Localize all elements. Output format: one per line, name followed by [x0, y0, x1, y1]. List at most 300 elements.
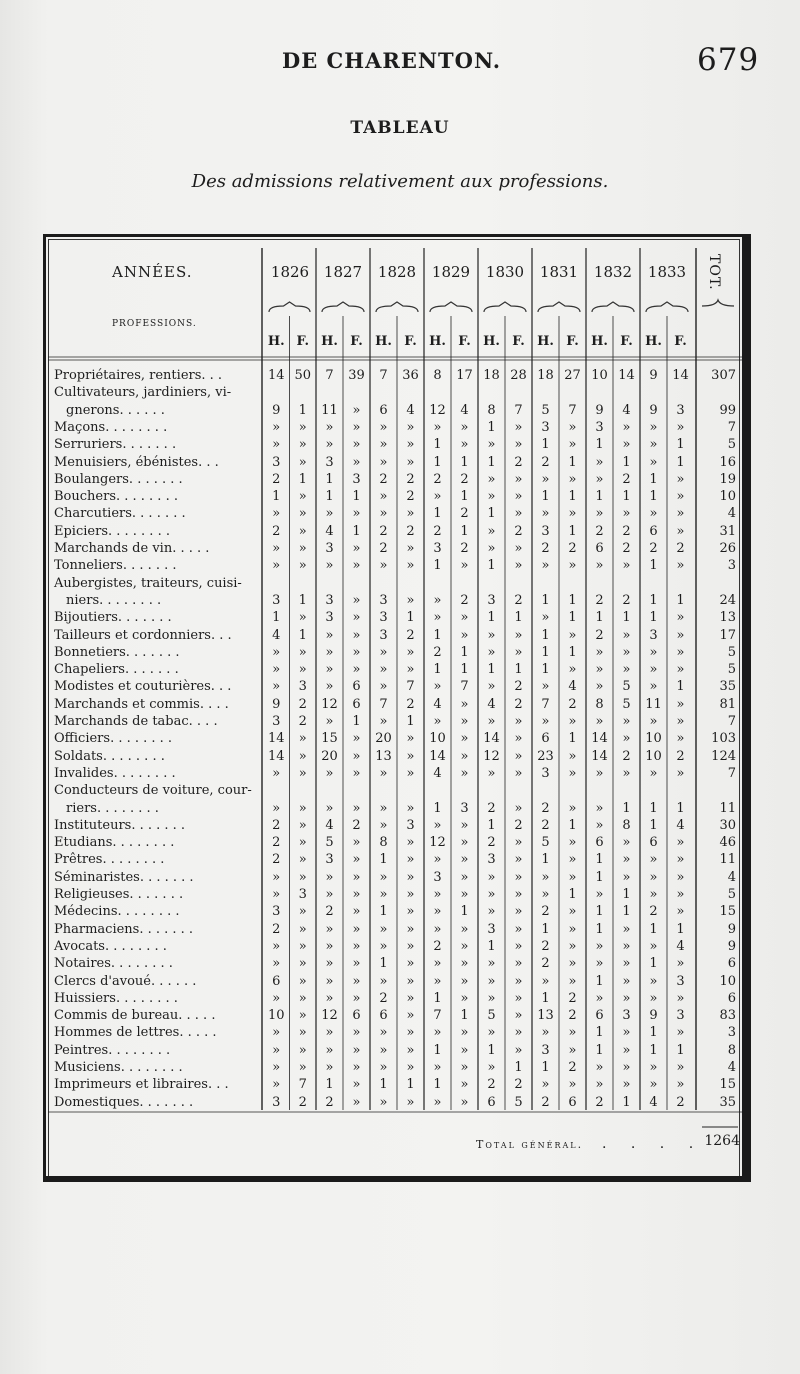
women-count: »: [514, 714, 523, 729]
men-count: 1: [541, 644, 550, 660]
profession-label: Conducteurs de voiture, cour-: [54, 783, 252, 799]
men-count: 1: [649, 1025, 658, 1041]
women-count: »: [352, 402, 361, 418]
women-count: »: [352, 419, 361, 435]
women-count: »: [298, 454, 307, 470]
women-count: »: [514, 1025, 523, 1041]
men-count: 12: [483, 748, 500, 764]
women-count: 1: [460, 904, 469, 920]
profession-label: Bonnetiers. . . . . . .: [54, 644, 180, 660]
row-total: 46: [719, 835, 736, 851]
women-count: »: [298, 748, 307, 764]
men-count: 2: [272, 852, 281, 868]
women-count: »: [406, 1060, 415, 1075]
women-count: »: [514, 869, 523, 885]
women-count: »: [460, 419, 469, 435]
profession-label: Tailleurs et cordonniers. . .: [54, 627, 232, 643]
men-count: 5: [325, 835, 334, 851]
row-total: 35: [719, 1094, 736, 1110]
women-count: »: [406, 437, 415, 453]
profession-label: Menuisiers, ébénistes. . .: [54, 454, 219, 470]
men-count: 3: [541, 419, 550, 435]
women-count: »: [298, 904, 307, 920]
men-count: 9: [272, 402, 281, 418]
men-count: »: [379, 419, 388, 435]
row-total: 10: [719, 489, 736, 505]
women-count: 2: [460, 506, 469, 522]
men-count: 7: [433, 1008, 442, 1024]
profession-label: Instituteurs. . . . . . .: [54, 817, 186, 833]
men-count: 14: [267, 748, 285, 764]
women-count: »: [568, 506, 577, 522]
women-count: »: [568, 869, 577, 885]
women-count: »: [514, 506, 523, 522]
women-count: 3: [676, 402, 685, 418]
women-count: 2: [514, 817, 523, 833]
men-count: »: [379, 869, 388, 885]
women-count: 4: [676, 938, 685, 954]
men-count: »: [272, 800, 281, 816]
men-count: 1: [541, 662, 550, 678]
women-count: 2: [676, 748, 685, 764]
profession-label: Maçons. . . . . . . .: [54, 419, 168, 435]
men-count: »: [595, 887, 604, 902]
row-total: 5: [727, 662, 736, 678]
women-count: »: [460, 696, 469, 712]
men-count: 1: [595, 852, 604, 868]
women-count: »: [352, 835, 361, 851]
women-count: 2: [460, 592, 469, 608]
profession-label: Imprimeurs et libraires. . .: [54, 1077, 229, 1093]
row-total: 13: [719, 610, 736, 626]
profession-label: Musiciens. . . . . . . .: [54, 1060, 183, 1075]
men-count: »: [325, 506, 334, 522]
women-count: »: [298, 869, 307, 885]
profession-label: Marchands de tabac. . . .: [54, 714, 218, 729]
men-count: 7: [541, 696, 550, 712]
men-count: 1: [541, 921, 550, 937]
men-count: 1: [595, 437, 604, 453]
women-column-label: F.: [674, 334, 687, 349]
women-column-label: F.: [566, 334, 579, 349]
women-count: 14: [672, 368, 689, 383]
men-column-label: H.: [591, 334, 608, 349]
women-count: »: [460, 973, 469, 989]
men-count: 2: [541, 541, 550, 556]
women-column-label: F.: [620, 334, 633, 349]
women-count: »: [406, 956, 415, 972]
profession-label: Notaires. . . . . . . .: [54, 956, 173, 972]
women-count: »: [622, 627, 631, 643]
women-count: »: [568, 437, 577, 453]
women-count: »: [622, 662, 631, 678]
row-total: 4: [727, 1060, 736, 1075]
men-count: »: [433, 956, 442, 972]
women-count: 1: [676, 679, 685, 695]
profession-label: Modistes et couturières. . .: [54, 679, 232, 695]
women-count: 2: [514, 592, 523, 608]
women-count: »: [460, 817, 469, 833]
men-count: »: [649, 765, 658, 781]
women-count: »: [676, 1025, 685, 1041]
women-count: »: [514, 956, 523, 972]
women-count: 1: [298, 592, 307, 608]
men-count: 10: [645, 731, 662, 747]
women-count: »: [298, 610, 307, 626]
women-count: 1: [676, 454, 685, 470]
men-count: 2: [433, 938, 442, 954]
men-count: 2: [595, 1094, 604, 1110]
men-count: 1: [541, 627, 550, 643]
men-count: »: [595, 714, 604, 729]
men-count: 3: [541, 765, 550, 781]
women-count: »: [406, 592, 415, 608]
men-count: 14: [483, 731, 500, 747]
women-count: »: [676, 696, 685, 712]
women-count: »: [622, 765, 631, 781]
men-count: »: [595, 817, 604, 833]
men-count: »: [379, 454, 388, 470]
men-count: »: [325, 1025, 334, 1041]
men-count: 3: [649, 627, 658, 643]
years-header: ANNÉES.: [112, 263, 193, 281]
women-count: »: [676, 627, 685, 643]
row-total: 15: [719, 904, 736, 920]
women-count: »: [298, 973, 307, 989]
women-count: 1: [406, 714, 415, 729]
women-count: 2: [352, 817, 361, 833]
women-count: »: [568, 800, 577, 816]
women-count: »: [622, 921, 631, 937]
men-count: »: [433, 887, 442, 902]
men-count: 1: [433, 627, 442, 643]
year-label-1832: 1832: [593, 263, 633, 281]
men-count: 4: [272, 627, 281, 643]
women-count: »: [568, 419, 577, 435]
grand-total-value: 1264: [704, 1133, 740, 1149]
men-count: 6: [649, 835, 658, 851]
women-count: 3: [622, 1008, 631, 1024]
men-count: »: [272, 506, 281, 522]
women-count: »: [622, 731, 631, 747]
women-column-label: F.: [458, 334, 471, 349]
women-count: 2: [406, 523, 415, 539]
grand-total-leader-dots: . . . .: [602, 1136, 704, 1152]
year-label-1826: 1826: [270, 263, 310, 281]
men-count: »: [325, 921, 334, 937]
women-count: 1: [622, 610, 631, 626]
women-count: »: [298, 835, 307, 851]
women-count: »: [352, 1042, 361, 1058]
profession-label: Peintres. . . . . . . .: [54, 1042, 171, 1058]
women-count: »: [352, 887, 361, 902]
men-count: »: [487, 541, 496, 556]
men-count: »: [649, 437, 658, 453]
women-count: 1: [568, 731, 577, 747]
table-title: TABLEAU: [350, 118, 450, 138]
men-count: 8: [595, 696, 604, 712]
women-count: 28: [510, 368, 527, 383]
men-count: »: [541, 887, 550, 902]
men-count: »: [649, 1060, 658, 1075]
women-count: 1: [406, 1077, 415, 1093]
men-count: 2: [541, 1094, 550, 1110]
men-count: »: [325, 956, 334, 972]
men-count: »: [272, 679, 281, 695]
men-count: »: [433, 679, 442, 695]
women-count: 2: [298, 714, 307, 729]
women-count: »: [460, 956, 469, 972]
women-count: »: [676, 1060, 685, 1075]
women-count: 2: [622, 523, 631, 539]
women-count: 2: [568, 1008, 577, 1024]
men-count: »: [595, 800, 604, 816]
men-count: 7: [379, 368, 388, 383]
men-count: »: [487, 489, 496, 505]
women-count: 36: [402, 368, 419, 383]
men-count: »: [272, 1025, 281, 1041]
year-brace: [269, 302, 310, 312]
men-count: »: [379, 679, 388, 695]
women-count: »: [352, 904, 361, 920]
men-count: »: [433, 610, 442, 626]
men-count: »: [379, 817, 388, 833]
men-count: »: [325, 437, 334, 453]
row-total: 3: [727, 558, 736, 574]
women-count: »: [676, 1077, 685, 1093]
men-count: 3: [379, 627, 388, 643]
men-count: »: [595, 1077, 604, 1093]
women-count: 2: [514, 1077, 523, 1093]
men-count: 1: [595, 489, 604, 505]
women-count: 1: [622, 1094, 631, 1110]
women-count: 1: [568, 454, 577, 470]
women-count: 1: [298, 627, 307, 643]
women-count: »: [406, 921, 415, 937]
women-count: »: [514, 852, 523, 868]
women-count: 1: [298, 402, 307, 418]
men-count: 6: [595, 835, 604, 851]
women-count: »: [460, 921, 469, 937]
women-count: »: [622, 869, 631, 885]
men-count: 10: [591, 368, 608, 383]
women-count: 7: [406, 679, 415, 695]
men-count: »: [649, 869, 658, 885]
profession-label: gnerons. . . . . .: [66, 402, 165, 418]
women-count: »: [352, 1025, 361, 1041]
men-count: »: [487, 904, 496, 920]
men-count: 12: [321, 696, 338, 712]
profession-label: Avocats. . . . . . . .: [54, 938, 167, 954]
men-count: »: [433, 852, 442, 868]
women-count: 2: [622, 541, 631, 556]
profession-label: Bijoutiers. . . . . . .: [54, 610, 172, 626]
men-count: 2: [595, 627, 604, 643]
women-count: »: [622, 714, 631, 729]
men-count: »: [487, 973, 496, 989]
women-count: »: [568, 1077, 577, 1093]
profession-label: Commis de bureau. . . . .: [54, 1008, 216, 1024]
men-count: 1: [541, 437, 550, 453]
men-count: 1: [433, 558, 442, 574]
men-count: »: [595, 454, 604, 470]
women-count: 3: [406, 817, 415, 833]
men-count: 8: [487, 402, 496, 418]
women-count: »: [298, 990, 307, 1006]
women-count: »: [352, 1077, 361, 1093]
men-count: 6: [595, 1008, 604, 1024]
women-count: 2: [622, 592, 631, 608]
year-brace: [376, 302, 418, 312]
women-count: 1: [568, 817, 577, 833]
men-count: 1: [595, 904, 604, 920]
men-count: »: [649, 714, 658, 729]
row-total: 4: [727, 506, 736, 522]
men-count: »: [487, 1025, 496, 1041]
men-count: »: [541, 714, 550, 729]
women-count: »: [676, 662, 685, 678]
men-count: 1: [433, 1042, 442, 1058]
men-count: »: [433, 1025, 442, 1041]
men-count: 2: [541, 454, 550, 470]
men-count: 3: [325, 454, 334, 470]
women-count: »: [622, 835, 631, 851]
women-count: »: [298, 523, 307, 539]
men-count: 3: [487, 852, 496, 868]
women-count: 2: [460, 541, 469, 556]
men-count: »: [379, 765, 388, 781]
men-count: »: [325, 1042, 334, 1058]
men-count: »: [272, 956, 281, 972]
women-count: »: [676, 869, 685, 885]
row-total: 9: [727, 938, 736, 954]
women-count: »: [460, 610, 469, 626]
men-count: 13: [375, 748, 392, 764]
profession-label: Soldats. . . . . . . .: [54, 748, 165, 764]
men-count: 1: [649, 489, 658, 505]
men-count: »: [541, 506, 550, 522]
women-count: »: [568, 471, 577, 487]
men-count: 1: [595, 610, 604, 626]
women-column-label: F.: [512, 334, 525, 349]
men-count: 2: [272, 921, 281, 937]
men-count: 6: [595, 541, 604, 556]
women-count: 1: [460, 662, 469, 678]
men-count: 2: [325, 904, 334, 920]
men-count: 2: [595, 523, 604, 539]
women-count: 1: [514, 1060, 523, 1075]
profession-label: Domestiques. . . . . . .: [54, 1094, 194, 1110]
men-count: »: [649, 662, 658, 678]
men-count: »: [487, 627, 496, 643]
women-count: »: [352, 938, 361, 954]
year-label-1833: 1833: [647, 263, 687, 281]
row-total: 83: [719, 1008, 736, 1024]
women-count: »: [622, 437, 631, 453]
men-count: »: [272, 541, 281, 556]
women-count: »: [568, 558, 577, 574]
men-count: »: [487, 887, 496, 902]
profession-label: Médecins. . . . . . . .: [54, 904, 180, 920]
men-count: »: [325, 558, 334, 574]
grand-total-label: Total général.: [476, 1138, 584, 1151]
women-count: »: [352, 662, 361, 678]
men-count: »: [595, 938, 604, 954]
men-count: 1: [649, 817, 658, 833]
women-count: »: [676, 731, 685, 747]
women-count: »: [460, 938, 469, 954]
men-count: »: [595, 990, 604, 1006]
women-count: 2: [622, 471, 631, 487]
women-count: »: [406, 506, 415, 522]
men-count: »: [541, 1025, 550, 1041]
men-count: 14: [267, 368, 285, 383]
women-count: »: [622, 852, 631, 868]
women-count: 6: [352, 679, 361, 695]
men-count: 1: [433, 454, 442, 470]
men-count: 2: [487, 1077, 496, 1093]
profession-label: Hommes de lettres. . . . .: [54, 1025, 217, 1041]
women-count: 3: [298, 887, 307, 902]
women-count: 5: [514, 1094, 523, 1110]
men-count: »: [379, 489, 388, 505]
men-count: 1: [541, 489, 550, 505]
men-count: 18: [537, 368, 554, 383]
row-total: 31: [719, 523, 736, 539]
women-count: 2: [406, 696, 415, 712]
women-count: »: [298, 437, 307, 453]
men-count: »: [325, 679, 334, 695]
row-total: 15: [719, 1077, 736, 1093]
women-count: »: [676, 489, 685, 505]
men-count: 6: [379, 402, 388, 418]
men-count: »: [487, 990, 496, 1006]
women-count: 4: [568, 679, 577, 695]
women-count: »: [352, 437, 361, 453]
women-count: »: [514, 731, 523, 747]
year-brace: [592, 302, 634, 312]
women-count: »: [676, 558, 685, 574]
profession-label: Invalides. . . . . . . .: [54, 765, 176, 781]
women-count: »: [406, 938, 415, 954]
women-count: 2: [298, 1094, 307, 1110]
women-count: »: [676, 419, 685, 435]
men-count: »: [487, 956, 496, 972]
profession-label: Officiers. . . . . . . .: [54, 731, 173, 747]
women-count: »: [514, 644, 523, 660]
women-count: »: [460, 714, 469, 729]
men-count: »: [325, 800, 334, 816]
men-count: »: [433, 489, 442, 505]
women-count: »: [622, 973, 631, 989]
women-count: »: [514, 437, 523, 453]
men-count: »: [379, 800, 388, 816]
row-total: 7: [727, 419, 736, 435]
women-count: »: [514, 887, 523, 902]
women-count: 1: [622, 800, 631, 816]
women-count: »: [514, 748, 523, 764]
men-count: »: [379, 1060, 388, 1075]
women-count: »: [514, 558, 523, 574]
men-count: 1: [595, 1025, 604, 1041]
men-count: »: [325, 973, 334, 989]
row-total: 7: [727, 765, 736, 781]
men-count: »: [379, 714, 388, 729]
women-count: 8: [622, 817, 631, 833]
men-count: 1: [649, 1042, 658, 1058]
row-total: 30: [719, 817, 736, 833]
women-count: 5: [622, 696, 631, 712]
